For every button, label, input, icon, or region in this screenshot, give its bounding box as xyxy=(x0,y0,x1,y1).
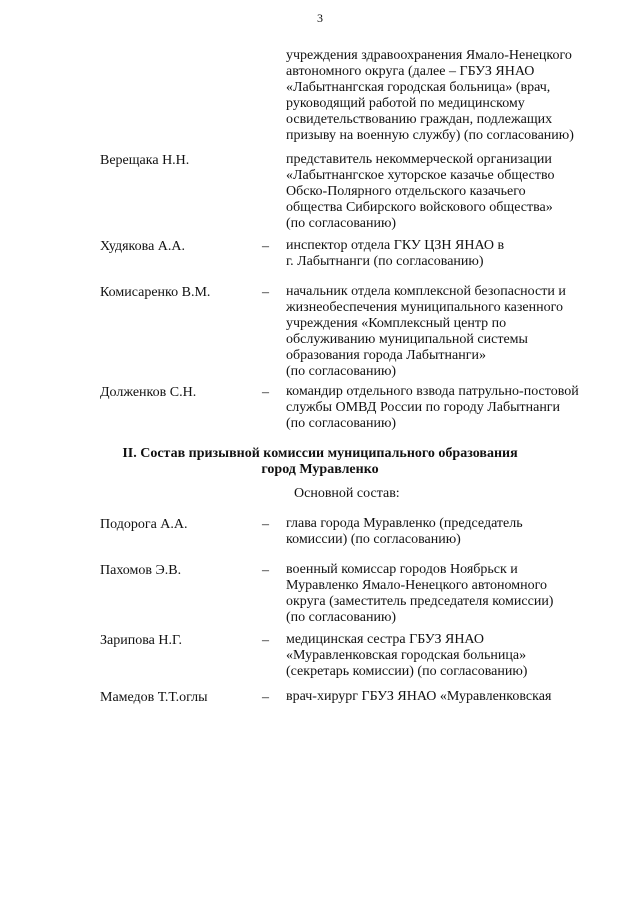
member-name: Худякова А.А. xyxy=(100,239,186,254)
section-title xyxy=(0,446,640,478)
desc-line: глава города Муравленко (председатель xyxy=(286,516,523,531)
desc-line: жизнеобеспечения муниципального казенного xyxy=(286,300,563,315)
desc-line: представитель некоммерческой организации xyxy=(286,152,552,167)
desc-line: автономного округа (далее – ГБУЗ ЯНАО xyxy=(286,64,535,79)
member-name: Комисаренко В.М. xyxy=(100,285,211,300)
desc-line: округа (заместитель председателя комиссии) xyxy=(286,594,554,609)
desc-line: начальник отдела комплексной безопасности и xyxy=(286,284,566,299)
member-description xyxy=(286,152,555,232)
desc-line: Муравленко Ямало-Ненецкого автономного xyxy=(286,578,547,593)
desc-line: обслуживанию муниципальной системы xyxy=(286,332,528,347)
member-name: Зарипова Н.Г. xyxy=(100,633,182,648)
section-title-line: II. Состав призывной комиссии муниципального образования xyxy=(122,446,518,461)
desc-line: (по согласованию) xyxy=(286,416,397,431)
member-name: Мамедов Т.Т.оглы xyxy=(100,690,208,705)
desc-line: службы ОМВД России по городу Лабытнанги xyxy=(286,400,561,415)
desc-line: (секретарь комиссии) (по согласованию) xyxy=(286,664,528,679)
desc-line: комиссии) (по согласованию) xyxy=(286,532,461,547)
dash-separator: – xyxy=(262,690,269,705)
desc-line: «Лабытнангское хуторское казачье общество xyxy=(286,168,555,183)
member-description xyxy=(286,238,504,270)
desc-line: (по согласованию) xyxy=(286,216,397,231)
member-description-continued xyxy=(286,48,574,144)
desc-line: руководящий работой по медицинскому xyxy=(286,96,525,111)
desc-line: врач-хирург ГБУЗ ЯНАО «Муравленковская xyxy=(286,689,552,704)
desc-line: военный комиссар городов Ноябрьск и xyxy=(286,562,518,577)
member-name: Долженков С.Н. xyxy=(100,385,197,400)
desc-line: «Муравленковская городская больница» xyxy=(286,648,527,663)
desc-line: освидетельствованию граждан, подлежащих xyxy=(286,112,553,127)
member-description xyxy=(286,689,551,705)
member-description xyxy=(286,632,527,680)
member-description xyxy=(286,562,553,626)
desc-line: образования города Лабытнанги» xyxy=(286,348,486,363)
dash-separator: – xyxy=(262,239,269,254)
page-number: 3 xyxy=(317,11,323,25)
desc-line: учреждения «Комплексный центр по xyxy=(286,316,507,331)
dash-separator: – xyxy=(262,633,269,648)
member-name: Верещака Н.Н. xyxy=(100,153,190,168)
member-description xyxy=(286,284,566,380)
section-title-line: город Муравленко xyxy=(261,462,379,477)
section-subtitle: Основной состав: xyxy=(294,486,400,501)
member-description xyxy=(286,516,523,548)
desc-line: Обско-Полярного отдельского казачьего xyxy=(286,184,526,199)
dash-separator: – xyxy=(262,517,269,532)
member-name: Пахомов Э.В. xyxy=(100,563,182,578)
desc-line: призыву на военную службу) (по согласованию) xyxy=(286,128,574,143)
desc-line: г. Лабытнанги (по согласованию) xyxy=(286,254,484,269)
desc-line: учреждения здравоохранения Ямало-Ненецкого xyxy=(286,48,572,63)
member-name: Подорога А.А. xyxy=(100,517,188,532)
desc-line: общества Сибирского войскового общества» xyxy=(286,200,553,215)
desc-line: командир отдельного взвода патрульно-постовой xyxy=(286,384,579,399)
member-description xyxy=(286,384,579,432)
dash-separator: – xyxy=(262,563,269,578)
dash-separator: – xyxy=(262,285,269,300)
desc-line: (по согласованию) xyxy=(286,610,397,625)
desc-line: (по согласованию) xyxy=(286,364,397,379)
desc-line: «Лабытнангская городская больница» (врач, xyxy=(286,80,551,95)
desc-line: медицинская сестра ГБУЗ ЯНАО xyxy=(286,632,484,647)
desc-line: инспектор отдела ГКУ ЦЗН ЯНАО в xyxy=(286,238,505,253)
dash-separator: – xyxy=(262,385,269,400)
